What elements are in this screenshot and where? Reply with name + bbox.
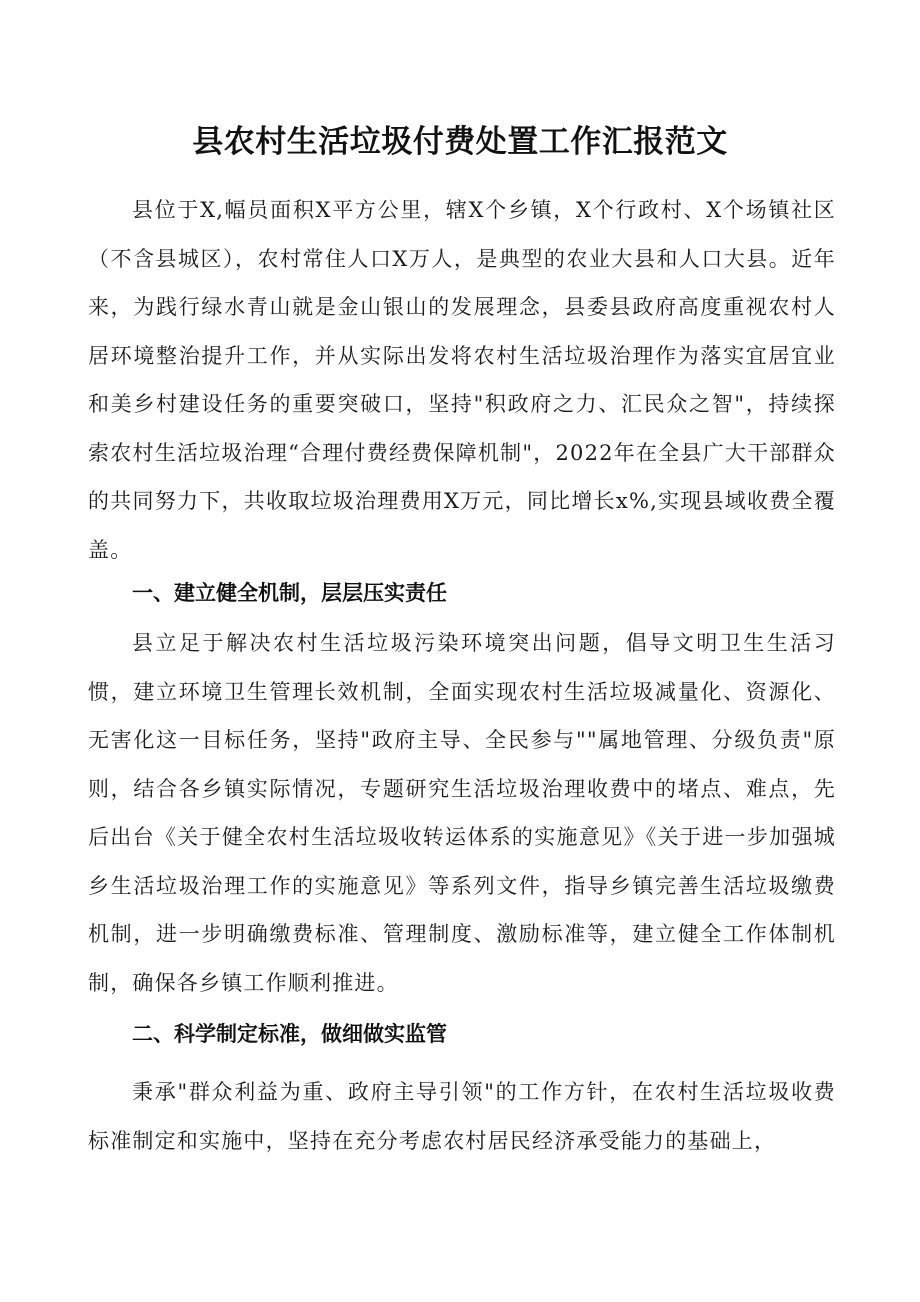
- document-title: 县农村生活垃圾付费处置工作汇报范文: [192, 124, 728, 160]
- section-1-paragraph: 县立足于解决农村生活垃圾污染环境突出问题，倡导文明卫生生活习惯，建立环境卫生管理长效机制，全面实现农村生活垃圾减量化、资源化、无害化这一目标任务，坚持"政府主导、全民参与""属地管理、分级负责"原则，结合各乡镇实际情况，专题研究生活垃圾治理收费中的堵点、难点，先后出台《关于健全农村生活垃圾收转运体系的实施意见》《关于进一步加强城乡生活垃圾治理工作的实施意见》等系列文件，指导乡镇完善生活垃圾缴费机制，进一步明确缴费标准、管理制度、激励标准等，建立健全工作体制机制，确保各乡镇工作顺利推进。: [88, 631, 836, 995]
- section-2-heading: 二、科学制定标准，做细做实监管: [132, 1022, 447, 1046]
- section-2-paragraph: 秉承"群众利益为重、政府主导引领"的工作方针，在农村生活垃圾收费标准制定和实施中，坚持在充分考虑农村居民经济承受能力的基础上，: [88, 1080, 836, 1153]
- section-1-heading: 一、建立健全机制，层层压实责任: [132, 581, 447, 605]
- intro-paragraph: 县位于X,幅员面积X平方公里，辖X个乡镇，X个行政村、X个场镇社区（不含县城区），农村常住人口X万人，是典型的农业大县和人口大县。近年来，为践行绿水青山就是金山银山的发展理念，县委县政府高度重视农村人居环境整治提升工作，并从实际出发将农村生活垃圾治理作为落实宜居宜业和美乡村建设任务的重要突破口，坚持"积政府之力、汇民众之智"，持续探索农村生活垃圾治理“合理付费经费保障机制"，2022年在全县广大干部群众的共同努力下，共收取垃圾治理费用X万元，同比增长x%,实现县域收费全覆盖。: [88, 198, 836, 562]
